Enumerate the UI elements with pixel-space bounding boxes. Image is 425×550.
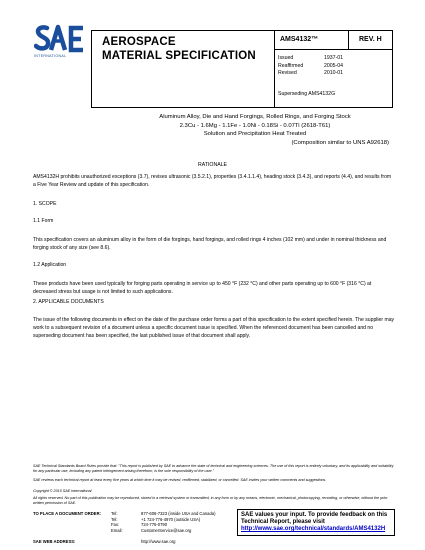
revised-date: 2010-01 bbox=[324, 70, 344, 77]
header-info bbox=[275, 31, 392, 107]
header-title-line1: AEROSPACE bbox=[102, 36, 176, 48]
section-application-heading: 1.2 Application bbox=[33, 262, 67, 268]
email-link[interactable]: CustomerService@sae.org bbox=[141, 527, 192, 533]
section-form-text: This specification covers an aluminum alloy in the form of die forgings, hand forgings, and rolled rings 4 inches (102 mm) and under in nominal thickness and forging stock of any size (see 8.6). bbox=[33, 237, 387, 251]
section-form-heading: 1.1 Form bbox=[33, 218, 54, 224]
revision: REV. H bbox=[359, 36, 382, 43]
title-line1: Aluminum Alloy, Die and Hand Forgings, Rolled Rings, and Forging Stock bbox=[159, 114, 351, 120]
header-id-row bbox=[275, 31, 392, 50]
logo-subtitle: INTERNATIONAL bbox=[34, 54, 67, 58]
rationale-text: AMS4132H prohibits unauthorized exceptions (3.7), revises ultrasonic (3.5.2.1), properties (3.4.1.1.4), heading stock (3.4.3), and reports (4.4), and results from a Five Year Review and update of this specification. bbox=[33, 174, 392, 188]
revised-label: Revised bbox=[278, 70, 297, 77]
reaffirmed-row bbox=[278, 63, 343, 71]
copyright: Copyright © 2010 SAE International bbox=[33, 489, 92, 493]
order-label: TO PLACE A DOCUMENT ORDER: bbox=[33, 511, 102, 516]
title-line2: 2.3Cu - 1.6Mg - 1.1Fe - 1.0Ni - 0.18Si - 0.07Ti (2618-T61) bbox=[179, 122, 331, 129]
title-line4: (Composition similar to UNS A92618) bbox=[291, 139, 389, 146]
feedback-link[interactable]: http://www.sae.org/technical/standards/AMS4132H bbox=[241, 526, 386, 532]
revised-row bbox=[278, 70, 343, 78]
reaffirmed-label: Reaffirmed bbox=[278, 62, 304, 69]
document-title bbox=[120, 113, 390, 147]
section-documents-text: The issue of the following documents in effect on the date of the purchase order forms a part of this specification to the extent specified herein. The supplier may work to a subsequent revision of a document unless a specific document issue is specified. When the referenced document has been cancelled and no superseding document has been specified, the last published issue of that document shall apply. bbox=[33, 317, 395, 339]
section-scope-heading: 1. SCOPE bbox=[33, 201, 57, 207]
tel-number-1[interactable]: 877-606-7323 (inside USA and Canada) bbox=[141, 511, 216, 516]
section-application-text: These products have been used typically for forging parts operating in service up to 450 °F (232 °C) and other parts operating up to 600 °F (316 °C) at decreased stress but usage is not limited to such applications. bbox=[33, 281, 372, 295]
footer-notice-3: All rights reserved. No part of this publication may be reproduced, stored in a retrieval system or transmitted, in any form or by any means, electronic, mechanical, photocopying, recording, or otherwise, without the prior written permission of SAE. bbox=[33, 496, 388, 506]
footer-notice-1: SAE Technical Standards Board Rules provide that: "This report is published by SAE to advance the state of technical and engineering sciences. The use of this report is entirely voluntary, and its applicability and suitability for any particular use, including any patent infringement arising therefrom, is the sole responsibility of the user." bbox=[33, 464, 394, 474]
order-contacts bbox=[111, 511, 216, 533]
tel2-label: Tel: bbox=[111, 516, 118, 522]
email-label: Email: bbox=[111, 527, 123, 533]
feedback-box bbox=[237, 509, 395, 536]
date-list bbox=[278, 55, 343, 78]
feedback-text: SAE values your input. To provide feedback on this Technical Report, please visit bbox=[241, 512, 388, 525]
fax-label: Fax: bbox=[111, 522, 120, 527]
reaffirmed-date: 2005-04 bbox=[324, 62, 344, 69]
superseding-note: Superseding AMS4132G bbox=[278, 91, 336, 97]
fax-number: 724-776-0790 bbox=[141, 522, 168, 527]
header-title-cell bbox=[92, 31, 275, 107]
web-address-link[interactable]: http://www.sae.org bbox=[141, 539, 176, 544]
issued-date: 1937-01 bbox=[324, 55, 344, 61]
issued-label: Issued bbox=[278, 55, 294, 61]
header-title-line2: MATERIAL SPECIFICATION bbox=[102, 50, 256, 62]
sae-logo bbox=[34, 24, 86, 64]
footer-notice-2: SAE reviews each technical report at least every five years at which time it may be revised, reaffirmed, stabilized, or cancelled. SAE invites your written comments and suggestions. bbox=[33, 478, 327, 482]
revision-cell bbox=[348, 31, 392, 50]
header-box bbox=[91, 30, 393, 108]
title-line3: Solution and Precipitation Heat Treated bbox=[203, 131, 307, 138]
issued-row bbox=[278, 55, 343, 63]
email-row bbox=[111, 528, 216, 534]
spec-number: AMS4132™ bbox=[280, 36, 319, 43]
rationale-heading: RATIONALE bbox=[197, 162, 228, 168]
sae-logo-mark bbox=[34, 24, 86, 54]
tel-label: Tel: bbox=[111, 511, 118, 516]
tel-number-2[interactable]: +1 724-776-4970 (outside USA) bbox=[141, 516, 201, 522]
section-documents-heading: 2. APPLICABLE DOCUMENTS bbox=[33, 299, 104, 305]
web-address-label: SAE WEB ADDRESS: bbox=[33, 539, 76, 544]
